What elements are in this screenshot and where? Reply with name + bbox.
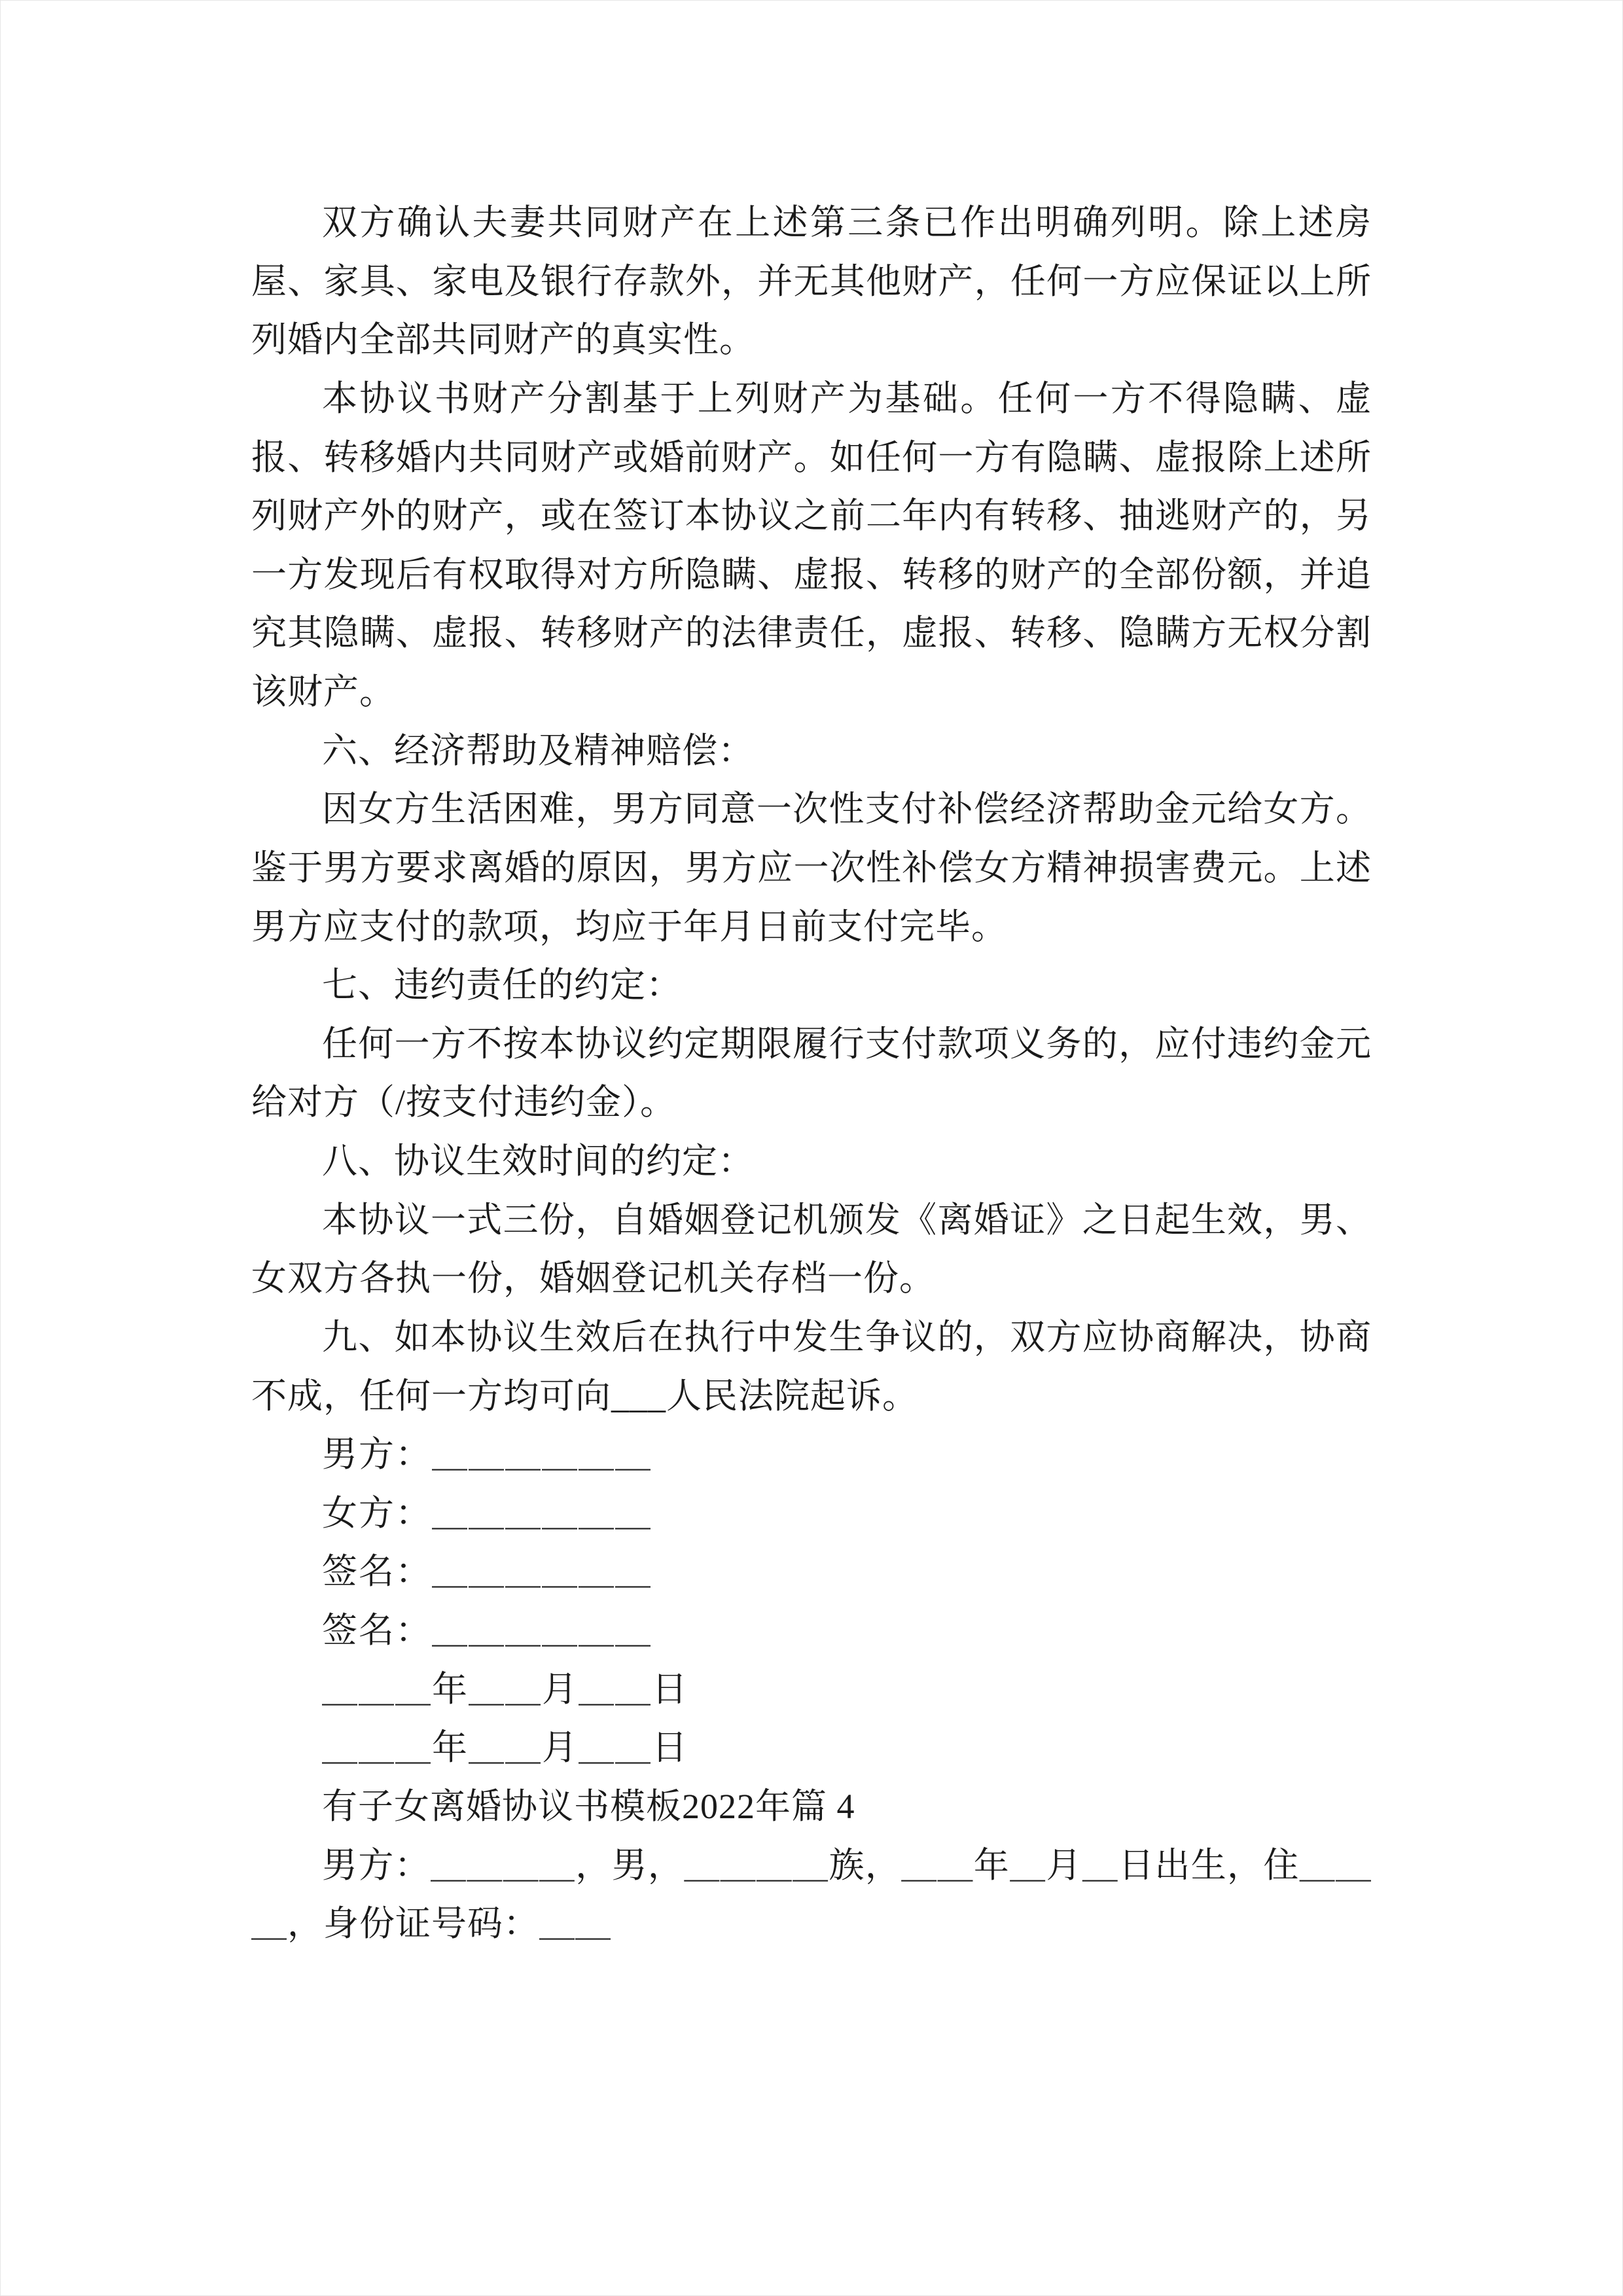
signature-line-sign-2: 签名：＿＿＿＿＿＿ [322,1611,652,1650]
signature-line-husband: 男方：＿＿＿＿＿＿ [322,1435,652,1475]
section-heading-7: 七、违约责任的约定： [322,965,682,1005]
paragraph-property-division-basis: 本协议书财产分割基于上列财产为基础。任何一方不得隐瞒、虚报、转移婚内共同财产或婚前财产。如任何一方有隐瞒、虚报除上述所列财产外的财产，或在签订本协议之前二年内有转移、抽逃财产的，另一方发现后有权取得对方所隐瞒、虚报、转移的财产的全部份额，并追究其隐瞒、虚报、转移财产的法律责任，虚报、转移、隐瞒方无权分割该财产。 [251,378,1372,711]
signature-line-wife: 女方：＿＿＿＿＿＿ [322,1493,652,1533]
date-line-1: ＿＿＿年＿＿月＿＿日 [322,1669,688,1709]
paragraph-dispute-resolution: 九、如本协议生效后在执行中发生争议的，双方应协商解决，协商不成，任何一方均可向___人民法院起诉。 [251,1317,1372,1416]
document-content [251,194,1372,1954]
paragraph-effective-time: 本协议一式三份，自婚姻登记机颁发《离婚证》之日起生效，男、女双方各执一份，婚姻登记机关存档一份。 [251,1200,1372,1299]
template-title-part-4: 有子女离婚协议书模板2022年篇 4 [322,1786,855,1826]
date-line-2: ＿＿＿年＿＿月＿＿日 [322,1728,688,1768]
section-heading-6: 六、经济帮助及精神赔偿： [322,730,754,770]
section-heading-8: 八、协议生效时间的约定： [322,1141,754,1181]
paragraph-breach-liability: 任何一方不按本协议约定期限履行支付款项义务的，应付违约金元给对方（/按支付违约金）。 [251,1024,1372,1122]
paragraph-economic-help: 因女方生活困难，男方同意一次性支付补偿经济帮助金元给女方。鉴于男方要求离婚的原因，男方应一次性补偿女方精神损害费元。上述男方应支付的款项，均应于年月日前支付完毕。 [251,789,1372,946]
paragraph-husband-info: 男方：＿＿＿＿，男，＿＿＿＿族，＿＿年＿月＿日出生，住＿＿＿，身份证号码：＿＿ [251,1845,1372,1944]
paragraph-property-confirmation: 双方确认夫妻共同财产在上述第三条已作出明确列明。除上述房屋、家具、家电及银行存款外，并无其他财产，任何一方应保证以上所列婚内全部共同财产的真实性。 [251,203,1372,360]
signature-line-sign-1: 签名：＿＿＿＿＿＿ [322,1552,652,1592]
